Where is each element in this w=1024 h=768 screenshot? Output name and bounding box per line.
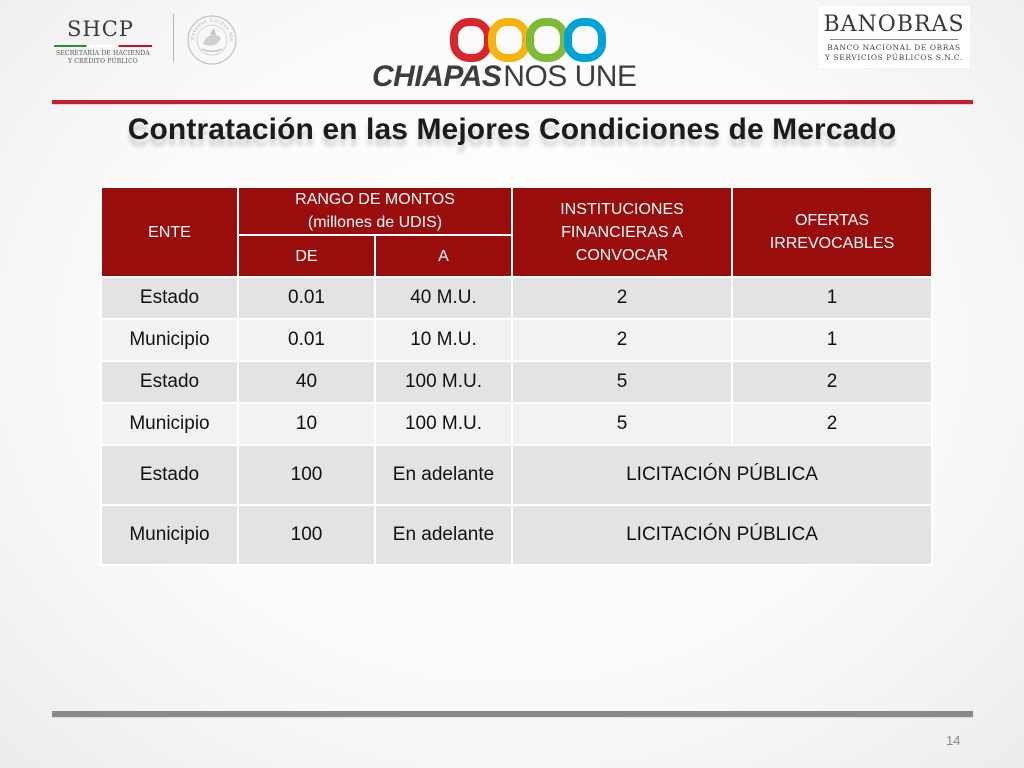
shcp-subtitle-line1: SECRETARÍA DE HACIENDA	[56, 50, 150, 57]
cell-de: 40	[238, 361, 375, 403]
footer-rule	[52, 711, 973, 717]
cell-de: 100	[238, 505, 375, 565]
header-instituciones-line1: INSTITUCIONES	[560, 200, 684, 218]
cell-de: 10	[238, 403, 375, 445]
cell-ente: Estado	[101, 445, 238, 505]
header-de: DE	[238, 235, 375, 277]
banobras-subtitle-line1: BANCO NACIONAL DE OBRAS	[827, 43, 961, 52]
chiapas-wordmark	[372, 60, 636, 94]
cell-ofertas: 1	[732, 277, 932, 319]
slide-title: Contratación en las Mejores Condiciones de Mercado	[127, 113, 897, 146]
cell-a: 100 M.U.	[375, 361, 512, 403]
header-rango-line1: RANGO DE MONTOS	[295, 191, 455, 208]
cell-licitacion-publica: LICITACIÓN PÚBLICA	[512, 505, 932, 565]
header-instituciones-line2: FINANCIERAS A	[561, 223, 683, 241]
table-row	[101, 505, 932, 565]
header-instituciones	[512, 187, 732, 277]
header-ofertas-line1: OFERTAS	[794, 212, 870, 229]
cell-de: 0.01	[238, 319, 375, 361]
header-rule	[52, 100, 973, 104]
table-row	[101, 277, 932, 319]
header-rango-line2: (millones de UDIS)	[307, 214, 443, 231]
banobras-subtitle-line2: Y SERVICIOS PÚBLICOS S.N.C.	[825, 53, 963, 62]
banobras-divider	[830, 39, 958, 40]
banobras-wordmark: BANOBRAS	[823, 12, 965, 37]
ring-red-icon	[454, 22, 488, 58]
table-row	[101, 319, 932, 361]
cell-ente: Estado	[101, 277, 238, 319]
conditions-table	[100, 186, 933, 566]
ring-blue-icon	[568, 22, 602, 58]
table-row	[101, 403, 932, 445]
cell-ofertas: 2	[732, 403, 932, 445]
shcp-divider	[173, 14, 174, 62]
chiapas-wordmark-bold: CHIAPAS	[372, 60, 502, 93]
table-row	[101, 361, 932, 403]
shcp-tricolor-line	[54, 45, 152, 47]
banobras-subtitle	[818, 43, 970, 63]
cell-instituciones: 5	[512, 361, 732, 403]
ring-green-icon	[530, 22, 564, 58]
ring-yellow-icon	[492, 22, 526, 58]
header-instituciones-line3: CONVOCAR	[575, 246, 669, 264]
cell-a: 40 M.U.	[375, 277, 512, 319]
cell-instituciones: 5	[512, 403, 732, 445]
cell-a: 100 M.U.	[375, 403, 512, 445]
cell-a: 10 M.U.	[375, 319, 512, 361]
chiapas-nos-une-logo	[368, 14, 637, 94]
cell-a: En adelante	[375, 445, 512, 505]
header-rango-de-montos	[238, 187, 512, 235]
header-ofertas	[732, 187, 932, 277]
cell-ente: Municipio	[101, 319, 238, 361]
cell-instituciones: 2	[512, 277, 732, 319]
header-ente: ENTE	[101, 187, 238, 277]
cell-ofertas: 1	[732, 319, 932, 361]
shcp-wordmark: SHCP	[67, 17, 134, 41]
page-number: 14	[946, 733, 961, 748]
cell-licitacion-publica: LICITACIÓN PÚBLICA	[512, 445, 932, 505]
cell-de: 100	[238, 445, 375, 505]
cell-de: 0.01	[238, 277, 375, 319]
cell-ofertas: 2	[732, 361, 932, 403]
shcp-subtitle-line2: Y CRÉDITO PÚBLICO	[67, 58, 139, 65]
chiapas-wordmark-light: NOS UNE	[503, 60, 637, 93]
shcp-logo	[52, 14, 242, 66]
cell-ente: Municipio	[101, 403, 238, 445]
shcp-subtitle	[52, 50, 154, 66]
seal-text: Estados Unidos Me	[189, 17, 235, 42]
header-a: A	[375, 235, 512, 277]
mexican-seal-icon	[186, 14, 238, 66]
header-ofertas-line2: IRREVOCABLES	[769, 235, 895, 252]
banobras-logo	[818, 6, 970, 68]
cell-ente: Estado	[101, 361, 238, 403]
chiapas-rings-icon	[450, 18, 610, 62]
cell-ente: Municipio	[101, 505, 238, 565]
table-row	[101, 445, 932, 505]
cell-instituciones: 2	[512, 319, 732, 361]
cell-a: En adelante	[375, 505, 512, 565]
